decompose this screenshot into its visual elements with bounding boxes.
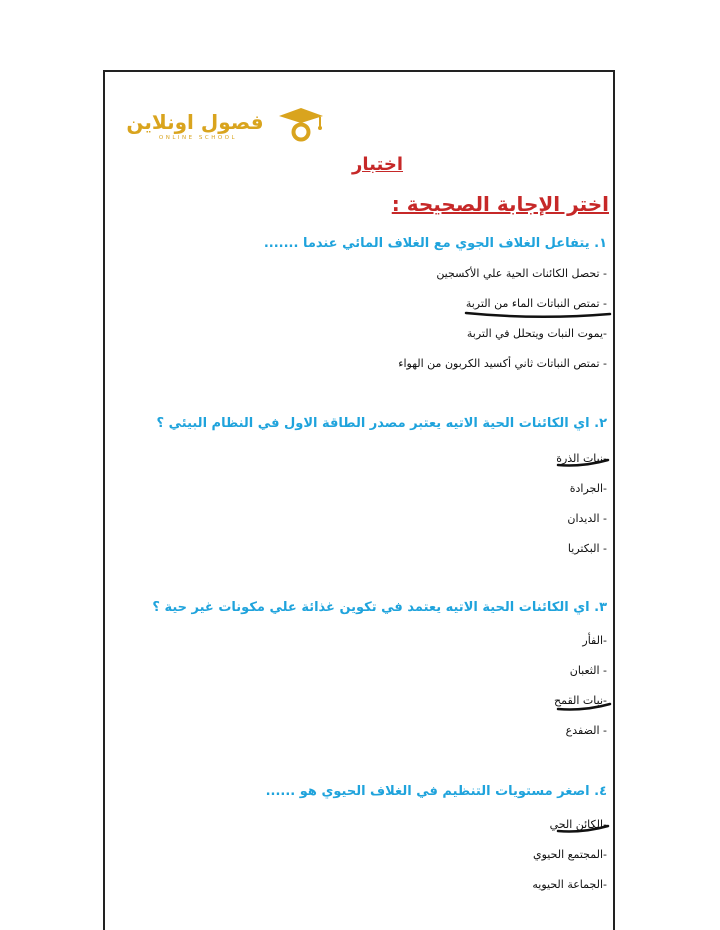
instruction-heading: اختر الإجابة الصحيحة : [391, 192, 609, 216]
q4-option-2[interactable]: -المجتمع الحيوي [533, 848, 607, 861]
q4-option-1[interactable]: -الكائن الحي [549, 818, 607, 831]
q4-option-3[interactable]: -الجماعة الحيويه [532, 878, 607, 891]
q1-option-1[interactable]: - تحصل الكائنات الحية علي الأكسجين [436, 267, 607, 280]
brand-tagline: ONLINE SCHOOL [158, 135, 238, 141]
q2-option-1[interactable]: -نبات الذرة [556, 452, 607, 465]
q1-answer-mark [463, 310, 613, 320]
q2-answer-mark [555, 458, 611, 468]
q1-option-2[interactable]: - تمتص النباتات الماء من التربة [465, 297, 607, 310]
q3-option-4[interactable]: - الضفدع [565, 724, 607, 737]
q1-option-3[interactable]: -يموت النبات ويتحلل في التربة [466, 327, 607, 340]
brand-name: فصول اونلاين [126, 110, 264, 134]
q2-option-2[interactable]: -الجرادة [569, 482, 607, 495]
q3-option-1[interactable]: -الفأر [582, 634, 607, 647]
q2-option-4[interactable]: - البكتريا [567, 542, 607, 555]
q4-answer-mark [555, 824, 611, 834]
question-3: ٣. اي الكائنات الحية الاتيه يعتمد في تكوين غذائة علي مكونات غير حية ؟ [152, 600, 607, 615]
question-1: ١. يتفاعل الغلاف الجوي مع الغلاف المائي عندما ....... [263, 236, 607, 251]
graduation-cap-icon [275, 106, 325, 142]
question-4: ٤. اصغر مستويات التنظيم في الغلاف الحيوي هو ...... [265, 784, 607, 799]
q3-answer-mark [555, 702, 613, 712]
page-title: اختبار [352, 154, 403, 175]
q3-option-2[interactable]: - الثعبان [569, 664, 607, 677]
brand-logo [125, 106, 325, 146]
q2-option-3[interactable]: - الديدان [567, 512, 607, 525]
q1-option-4[interactable]: - تمتص النباتات ثاني أكسيد الكربون من الهواء [398, 357, 607, 370]
q3-option-3[interactable]: -نبات القمح [554, 694, 607, 707]
question-2: ٢. اي الكائنات الحية الاتيه يعتبر مصدر الطاقة الاول في النظام البيئي ؟ [156, 416, 607, 431]
worksheet-page [103, 70, 615, 930]
